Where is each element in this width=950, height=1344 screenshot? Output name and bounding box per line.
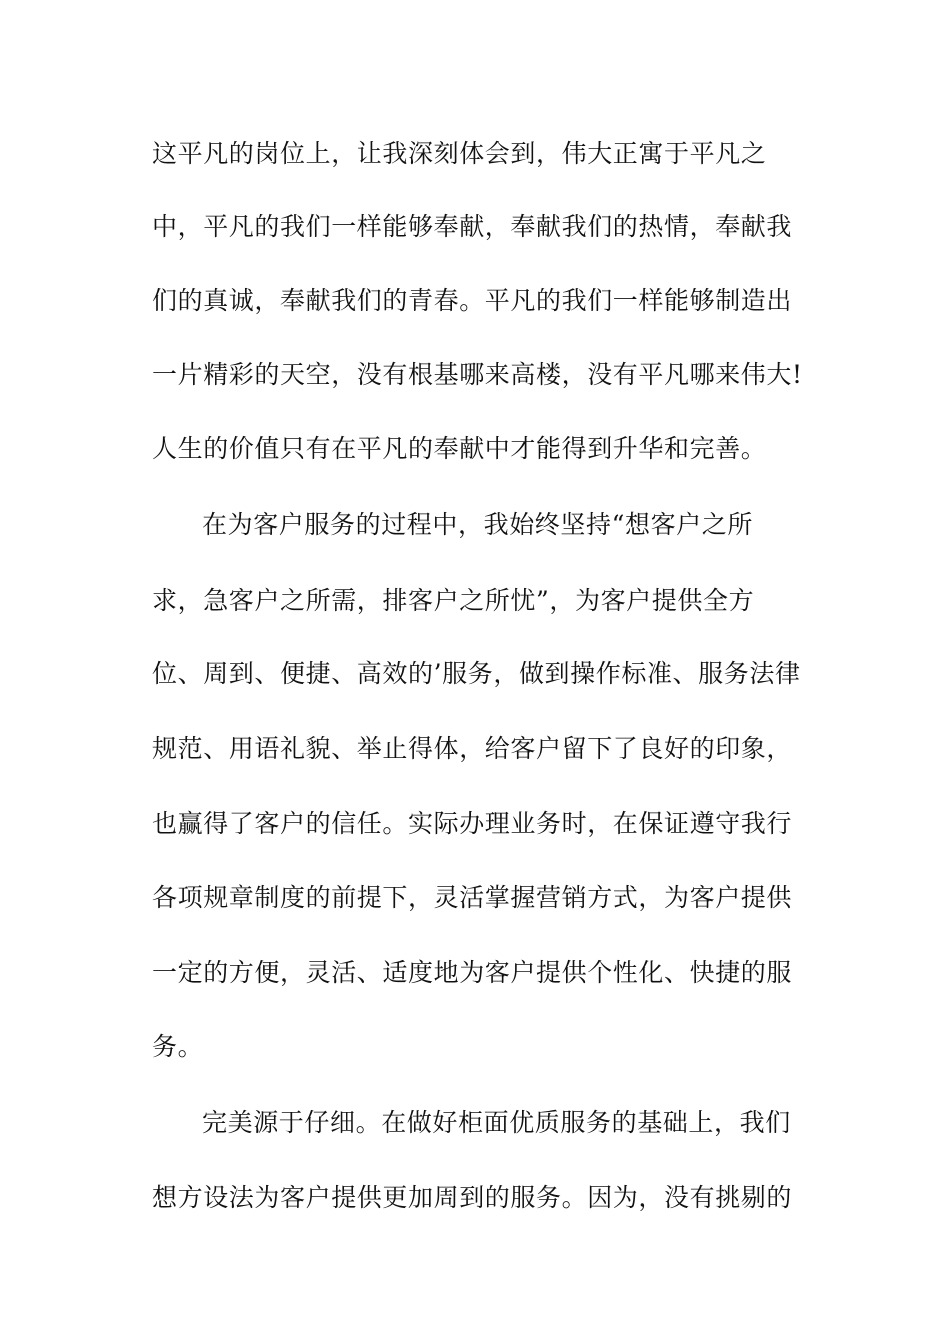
text-line: 中，平凡的我们一样能够奉献，奉献我们的热情，奉献我 <box>152 212 793 241</box>
paragraph-first-line: 在为客户服务的过程中，我始终坚持“想客户之所 <box>202 510 753 539</box>
text-line: 这平凡的岗位上，让我深刻体会到，伟大正寓于平凡之 <box>152 139 767 168</box>
text-line: 规范、用语礼貌、举止得体，给客户留下了良好的印象， <box>152 734 793 763</box>
text-line: 一定的方便，灵活、适度地为客户提供个性化、快捷的服 <box>152 958 793 987</box>
text-line: 位、周到、便捷、高效的’服务，做到操作标准、服务法律 <box>152 659 801 688</box>
text-line: 也赢得了客户的信任。实际办理业务时，在保证遵守我行 <box>152 809 793 838</box>
text-line: 们的真诚，奉献我们的青春。平凡的我们一样能够制造出 <box>152 286 793 315</box>
text-line: 各项规章制度的前提下，灵活掌握营销方式，为客户提供 <box>152 883 793 912</box>
paragraph-first-line: 完美源于仔细。在做好柜面优质服务的基础上，我们 <box>202 1108 791 1137</box>
text-line: 人生的价值只有在平凡的奉献中才能得到升华和完善。 <box>152 434 767 463</box>
text-line: 想方设法为客户提供更加周到的服务。因为，没有挑剔的 <box>152 1183 793 1212</box>
text-line: 一片精彩的天空，没有根基哪来高楼，没有平凡哪来伟大! <box>152 360 803 389</box>
text-line: 务。 <box>152 1032 204 1061</box>
text-line: 求，急客户之所需，排客户之所忧”，为客户提供全方 <box>152 586 755 615</box>
